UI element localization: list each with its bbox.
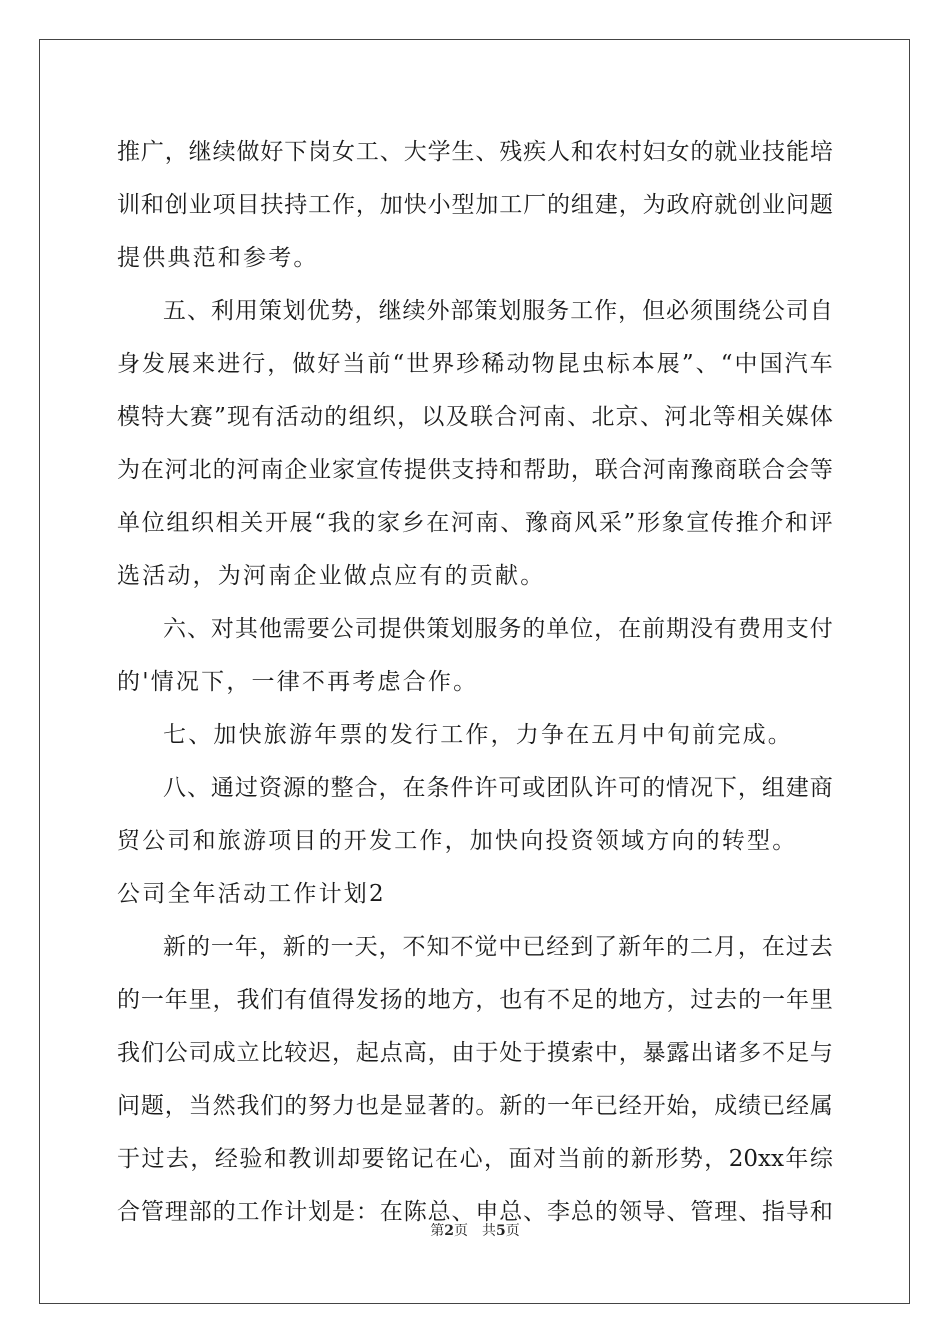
text-line: 推 广 ， 继 续 做 好 下 岗 女 工 、 大 学 生 、 残 疾 人 和 农 村 妇 女 的 就 业 技 能 培 bbox=[117, 139, 833, 165]
document-body bbox=[117, 126, 833, 1239]
footer-prefix: 第 bbox=[430, 1223, 445, 1239]
text-line: 单 位 组 织 相 关 开 展 “ 我 的 家 乡 在 河 南 、 豫 商 风 采 ” 形 象 宣 传 推 介 和 评 bbox=[117, 510, 833, 536]
text-line: 提供典范和参考。 bbox=[117, 245, 319, 271]
text-line: 新 的 一 年 ， 新 的 一 天 ， 不 知 不 觉 中 已 经 到 了 新 年 的 二 月 ， 在 过 去 bbox=[163, 934, 833, 960]
footer-suffix: 页 bbox=[505, 1223, 520, 1239]
text-line: 合 管 理 部 的 工 作 计 划 是 ： 在 陈 总 、 申 总 、 李 总 的 领 导 、 管 理 、 指 导 和 bbox=[117, 1199, 833, 1225]
text-line: 选活动，为河南企业做点应有的贡献。 bbox=[117, 563, 546, 589]
text-line: 训 和 创 业 项 目 扶 持 工 作 ， 加 快 小 型 加 工 厂 的 组 建 ， 为 政 府 就 创 业 问 题 bbox=[117, 192, 833, 218]
text-line: 身 发 展 来 进 行 ， 做 好 当 前 “ 世 界 珍 稀 动 物 昆 虫 标 本 展 ” 、 “ 中 国 汽 车 bbox=[117, 351, 833, 377]
text-line: 的'情况下，一律不再考虑合作。 bbox=[117, 669, 479, 695]
text-line: 公司全年活动工作计划2 bbox=[117, 881, 386, 907]
text-line: 我 们 公 司 成 立 比 较 迟 ， 起 点 高 ， 由 于 处 于 摸 索 中 ， 暴 露 出 诸 多 不 足 与 bbox=[117, 1040, 833, 1066]
text-line: 七、加快旅游年票的发行工作，力争在五月中旬前完成。 bbox=[163, 722, 793, 748]
text-line: 贸公司和旅游项目的开发工作，加快向投资领域方向的转型。 bbox=[117, 828, 798, 854]
text-line: 于 过 去 ， 经 验 和 教 训 却 要 铭 记 在 心 ， 面 对 当 前 的 新 形 势 ， 20xx 年 综 bbox=[117, 1146, 833, 1172]
text-line: 问 题 ， 当 然 我 们 的 努 力 也 是 显 著 的 。 新 的 一 年 已 经 开 始 ， 成 绩 已 经 属 bbox=[117, 1093, 833, 1119]
text-line: 的 一 年 里 ， 我 们 有 值 得 发 扬 的 地 方 ， 也 有 不 足 的 地 方 ， 过 去 的 一 年 里 bbox=[117, 987, 833, 1013]
text-line: 八 、 通 过 资 源 的 整 合 ， 在 条 件 许 可 或 团 队 许 可 的 情 况 下 ， 组 建 商 bbox=[163, 775, 833, 801]
footer-total-pages: 5 bbox=[496, 1223, 506, 1239]
page-footer bbox=[0, 1220, 950, 1240]
text-line: 六 、 对 其 他 需 要 公 司 提 供 策 划 服 务 的 单 位 ， 在 前 期 没 有 费 用 支 付 bbox=[163, 616, 833, 642]
text-line: 为 在 河 北 的 河 南 企 业 家 宣 传 提 供 支 持 和 帮 助 ， 联 合 河 南 豫 商 联 合 会 等 bbox=[117, 457, 833, 483]
text-line: 五 、 利 用 策 划 优 势 ， 继 续 外 部 策 划 服 务 工 作 ， 但 必 须 围 绕 公 司 自 bbox=[163, 298, 833, 324]
footer-mid: 页 共 bbox=[454, 1223, 496, 1239]
text-line: 模 特 大 赛 ” 现 有 活 动 的 组 织 ， 以 及 联 合 河 南 、 北 京 、 河 北 等 相 关 媒 体 bbox=[117, 404, 833, 430]
footer-page-number: 2 bbox=[444, 1223, 454, 1239]
